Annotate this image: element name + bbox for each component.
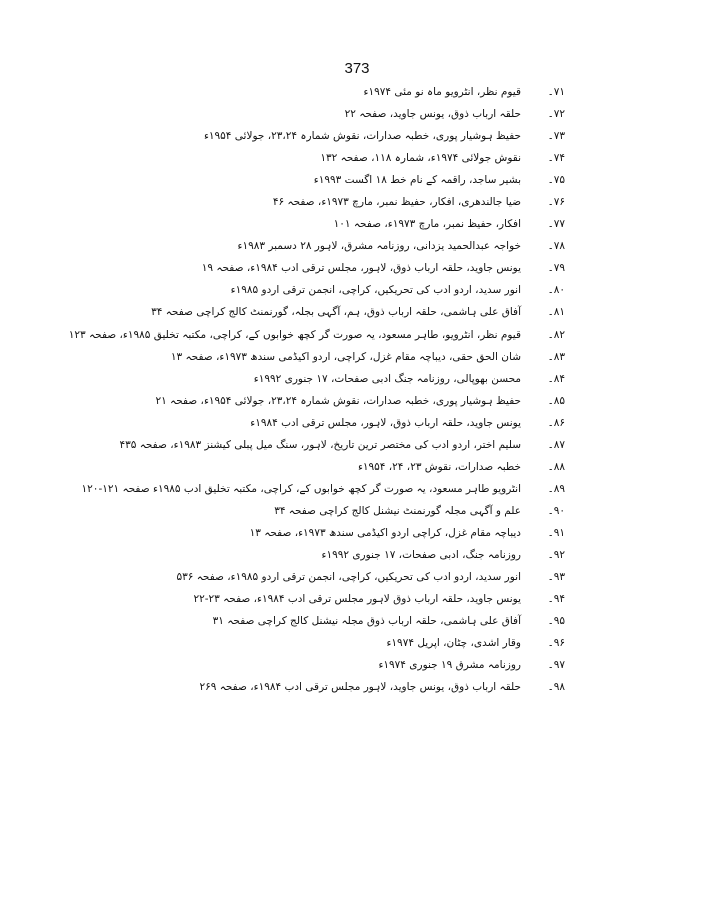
reference-text: وقار اشدی، چٹان، اپریل ۱۹۷۴ء (386, 637, 521, 650)
reference-text: قیوم نظر، انٹرویو، طاہر مسعود، یہ صورت گر کچھ خوابوں کے، کراچی، مکتبہ تخلیق ۱۹۸۵ء، صفحہ ۱۲۳ (68, 328, 521, 341)
reference-text: حلقہ ارباب ذوق، یونس جاوید، صفحہ ۲۲ (344, 108, 521, 121)
reference-entry (68, 328, 565, 351)
reference-entry (90, 681, 565, 703)
reference-entry (90, 439, 565, 461)
reference-text: دیباچہ مقام غزل، کراچی اردو اکیڈمی سندھ ۱۹۷۳ء، صفحہ ۱۳ (249, 526, 521, 539)
reference-entry (90, 306, 565, 328)
reference-number: ۷۶۔ (547, 196, 565, 209)
reference-text: خطبہ صدارات، نقوش ۲۳، ۲۴، ۱۹۵۴ء (357, 460, 521, 473)
reference-entry (90, 373, 565, 395)
reference-entry (90, 196, 565, 218)
reference-number: ۹۴۔ (547, 593, 565, 606)
reference-text: نقوش جولائی ۱۹۷۴ء، شمارہ ۱۱۸، صفحہ ۱۳۲ (320, 152, 521, 165)
reference-entry (90, 240, 565, 262)
reference-text: ضیا جالندھری، افکار، حفیظ نمبر، مارچ ۱۹۷۳ء، صفحہ ۴۶ (272, 196, 521, 209)
reference-number: ۷۷۔ (547, 218, 565, 231)
reference-number: ۹۲۔ (547, 548, 565, 561)
reference-number: ۸۱۔ (547, 306, 565, 319)
reference-list (68, 86, 565, 703)
reference-entry (81, 482, 565, 505)
reference-entry (90, 571, 565, 593)
reference-text: محسن بھوپالی، روزنامہ جنگ ادبی صفحات، ۱۷ جنوری ۱۹۹۲ء (253, 372, 521, 385)
reference-entry (90, 549, 565, 571)
reference-entry (90, 417, 565, 439)
reference-text: شان الحق حقی، دیباچہ مقام غزل، کراچی، اردو اکیڈمی سندھ ۱۹۷۳ء، صفحہ ۱۳ (170, 350, 521, 363)
reference-entry (90, 593, 565, 615)
reference-number: ۹۰۔ (547, 504, 565, 517)
reference-text: انور سدید، اردو ادب کی تحریکیں، کراچی، انجمن ترقی اردو ۱۹۸۵ء (230, 284, 521, 297)
reference-text: یونس جاوید، حلقہ ارباب ذوق لاہور مجلس ترقی ادب ۱۹۸۴ء، صفحہ ۲۳-۲۲ (193, 593, 521, 606)
reference-text: قیوم نظر، انٹرویو ماہ نو مئی ۱۹۷۴ء (363, 86, 521, 98)
reference-text: آفاق علی ہاشمی، حلقہ ارباب ذوق، ہم، آگہی بجلہ، گورنمنٹ کالج کراچی صفحہ ۳۴ (151, 306, 521, 319)
reference-entry (90, 615, 565, 637)
reference-entry (90, 284, 565, 306)
reference-entry (90, 505, 565, 527)
reference-text: افکار، حفیظ نمبر، مارچ ۱۹۷۳ء، صفحہ ۱۰۱ (333, 218, 521, 231)
reference-entry (90, 86, 565, 108)
reference-entry (90, 152, 565, 174)
reference-entry (90, 351, 565, 373)
reference-number: ۸۷۔ (547, 438, 565, 451)
reference-entry (90, 174, 565, 196)
reference-number: ۸۳۔ (547, 350, 565, 363)
reference-number: ۹۵۔ (547, 615, 565, 628)
reference-number: ۸۵۔ (547, 394, 565, 407)
reference-entry (90, 108, 565, 130)
reference-number: ۷۸۔ (547, 240, 565, 253)
reference-entry (90, 461, 565, 483)
reference-number: ۸۶۔ (547, 416, 565, 429)
reference-number: ۸۲۔ (547, 328, 565, 341)
reference-text: انور سدید، اردو ادب کی تحریکیں، کراچی، انجمن ترقی اردو ۱۹۸۵ء، صفحہ ۵۳۶ (176, 571, 521, 584)
reference-text: آفاق علی ہاشمی، حلقہ ارباب ذوق مجلہ نیشنل کالج کراچی صفحہ ۳۱ (212, 615, 521, 628)
reference-number: ۹۳۔ (547, 571, 565, 584)
reference-text: حفیظ ہوشیار پوری، خطبہ صدارات، نقوش شمارہ ۲۳،۲۴، جولائی ۱۹۵۴ء، صفحہ ۲۱ (155, 394, 521, 407)
reference-entry (90, 637, 565, 659)
reference-entry (90, 659, 565, 681)
reference-text: روزنامہ جنگ، ادبی صفحات، ۱۷ جنوری ۱۹۹۲ء (321, 548, 521, 561)
reference-number: ۹۶۔ (547, 637, 565, 650)
reference-text: یونس جاوید، حلقہ ارباب ذوق، لاہور، مجلس ترقی ادب ۱۹۸۴ء، صفحہ ۱۹ (201, 262, 521, 275)
reference-text: حلقہ ارباب ذوق، یونس جاوید، لاہور مجلس ترقی ادب ۱۹۸۴ء، صفحہ ۲۶۹ (199, 681, 521, 694)
reference-number: ۸۹۔ (547, 482, 565, 495)
reference-number: ۷۳۔ (547, 130, 565, 143)
reference-text: سلیم اختر، اردو ادب کی مختصر ترین تاریخ، لاہور، سنگ میل پبلی کیشنز ۱۹۸۳ء، صفحہ ۴۳۵ (119, 438, 521, 451)
reference-number: ۹۱۔ (547, 526, 565, 539)
reference-entry (90, 527, 565, 549)
reference-text: علم و آگہی مجلہ گورنمنٹ نیشنل کالج کراچی صفحہ ۳۴ (274, 504, 521, 517)
reference-text: یونس جاوید، حلقہ ارباب ذوق، لاہور، مجلس ترقی ادب ۱۹۸۴ء (250, 416, 521, 429)
reference-number: ۷۱۔ (547, 86, 565, 98)
reference-text: بشیر ساجد، راقمہ کے نام خط ۱۸ اگست ۱۹۹۳ء (313, 174, 521, 187)
reference-entry (90, 395, 565, 417)
reference-entry (90, 262, 565, 284)
reference-text: خواجہ عبدالحمید یزدانی، روزنامہ مشرق، لاہور ۲۸ دسمبر ۱۹۸۳ء (237, 240, 521, 253)
page-number: 373 (344, 60, 370, 77)
reference-number: ۷۹۔ (547, 262, 565, 275)
reference-text: حفیظ ہوشیار پوری، خطبہ صدارات، نقوش شمارہ ۲۳،۲۴، جولائی ۱۹۵۴ء (203, 130, 521, 143)
reference-number: ۸۸۔ (547, 460, 565, 473)
reference-text: روزنامہ مشرق ۱۹ جنوری ۱۹۷۴ء (378, 659, 521, 672)
reference-number: ۹۷۔ (547, 659, 565, 672)
reference-number: ۷۵۔ (547, 174, 565, 187)
reference-number: ۸۴۔ (547, 372, 565, 385)
reference-number: ۷۲۔ (547, 108, 565, 121)
reference-text: انٹرویو طاہر مسعود، یہ صورت گر کچھ خوابوں کے، کراچی، مکتبہ تخلیق ادب ۱۹۸۵ء صفحہ ۱۲۱-۱۲۰ (81, 482, 521, 495)
reference-entry (90, 218, 565, 240)
reference-number: ۸۰۔ (547, 284, 565, 297)
reference-number: ۷۴۔ (547, 152, 565, 165)
reference-number: ۹۸۔ (547, 681, 565, 694)
reference-entry (90, 130, 565, 152)
